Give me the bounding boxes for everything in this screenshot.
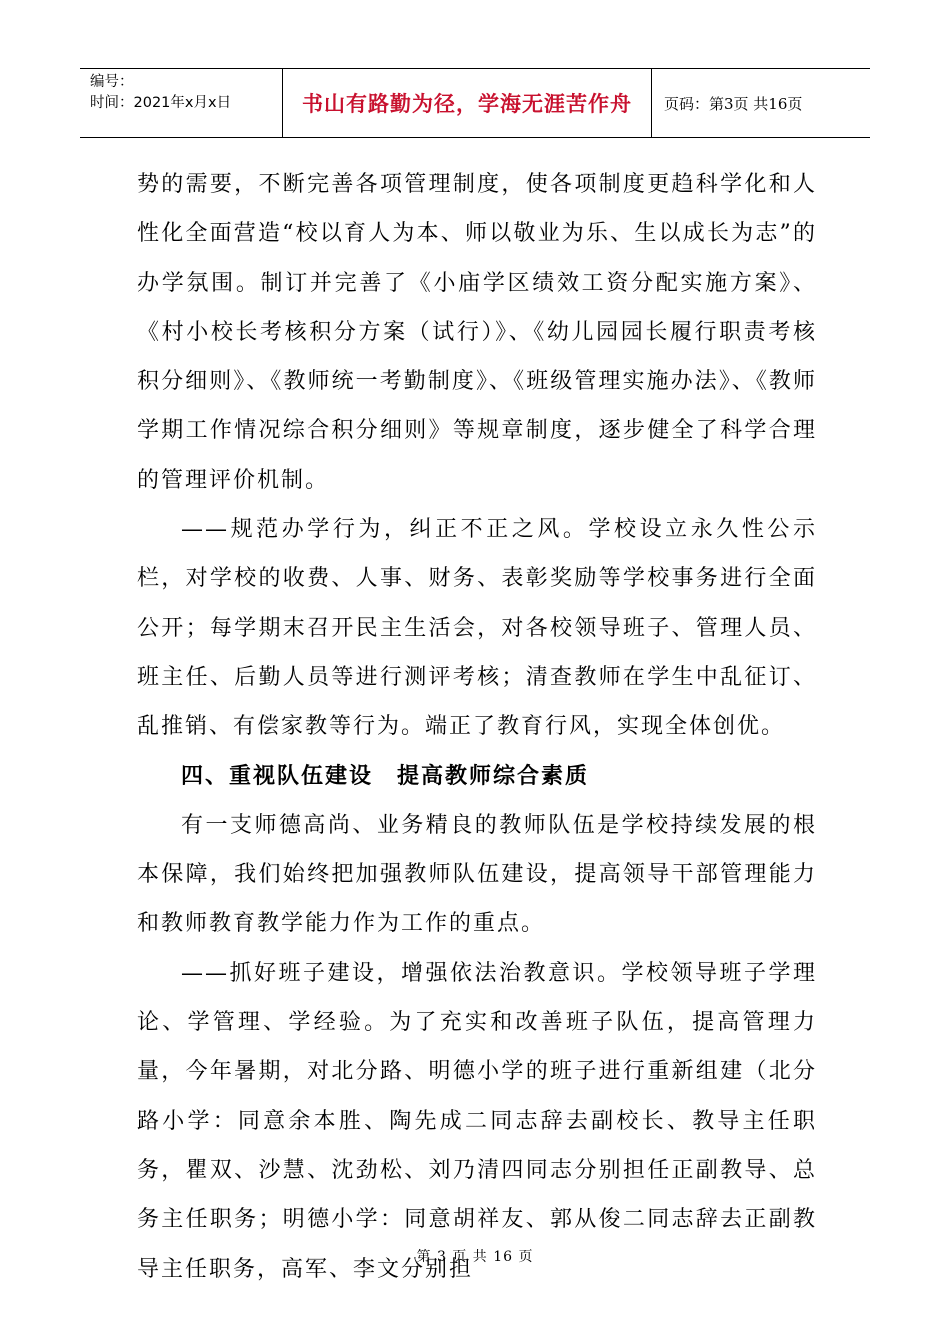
document-body: [137, 160, 817, 1294]
paragraph: ——抓好班子建设，增强依法治教意识。学校领导班子学理论、学管理、学经验。为了充实和改善班子队伍，提高管理力量，今年暑期，对北分路、明德小学的班子进行重新组建（北分路小学：同意余本胜、陶先成二同志辞去副校长、教导主任职务，瞿双、沙慧、沈劲松、刘乃清四同志分别担任正副教导、总务主任职务；明德小学：同意胡祥友、郭从俊二同志辞去正副教导主任职务，高军、李文分别担: [137, 960, 817, 1282]
footer-page-number: 第 3 页 共 16 页: [416, 1249, 534, 1265]
paragraph: ——规范办学行为，纠正不正之风。学校设立永久性公示栏，对学校的收费、人事、财务、表彰奖励等学校事务进行全面公开；每学期末召开民主生活会，对各校领导班子、管理人员、班主任、后勤人员等进行测评考核；清查教师在学生中乱征订、乱推销、有偿家教等行为。端正了教育行风，实现全体创优。: [137, 517, 817, 740]
section-heading: 四、重视队伍建设 提高教师综合素质: [181, 763, 590, 789]
page-header: [80, 68, 870, 138]
header-page-cell: [652, 69, 870, 137]
document-number-label: 编号：: [90, 74, 134, 90]
document-date: 时间：2021年x月x日: [90, 95, 232, 111]
paragraph: 有一支师德高尚、业务精良的教师队伍是学校持续发展的根本保障，我们始终把加强教师队伍建设，提高领导干部管理能力和教师教育教学能力作为工作的重点。: [137, 812, 817, 937]
header-motto-cell: [282, 69, 652, 137]
header-meta: [80, 69, 282, 137]
page-footer: [0, 1246, 950, 1266]
paragraph: 势的需要，不断完善各项管理制度，使各项制度更趋科学化和人性化全面营造“校以育人为本、师以敬业为乐、生以成长为志”的办学氛围。制订并完善了《小庙学区绩效工资分配实施方案》、《村小校长考核积分方案（试行）》、《幼儿园园长履行职责考核积分细则》、《教师统一考勤制度》、《班级管理实施办法》、《教师学期工作情况综合积分细则》等规章制度，逐步健全了科学合理的管理评价机制。: [137, 172, 817, 493]
header-motto: 书山有路勤为径，学海无涯苦作舟: [302, 92, 632, 116]
header-page-info: 页码：第3页 共16页: [664, 94, 803, 113]
